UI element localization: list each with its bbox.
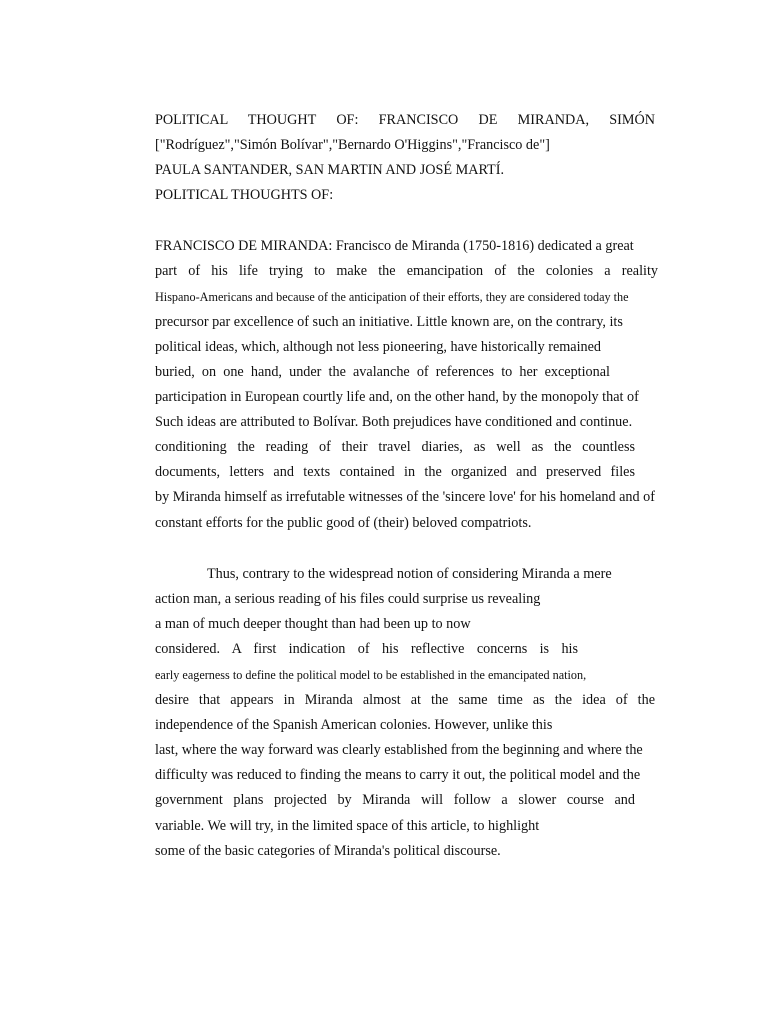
paragraph-1-line: conditioning the reading of their travel diaries, as well as the countless xyxy=(155,439,635,455)
paragraph-1-line: constant efforts for the public good of (their) beloved compatriots. xyxy=(155,515,532,531)
heading-line-3: PAULA SANTANDER, SAN MARTIN AND JOSÉ MARTÍ. xyxy=(155,162,504,178)
paragraph-2-line: independence of the Spanish American colonies. However, unlike this xyxy=(155,717,553,733)
paragraph-2-line: action man, a serious reading of his files could surprise us revealing xyxy=(155,591,541,607)
paragraph-1-line: participation in European courtly life and, on the other hand, by the monopoly that of xyxy=(155,389,639,405)
paragraph-1-line: Such ideas are attributed to Bolívar. Both prejudices have conditioned and continue. xyxy=(155,414,633,430)
paragraph-1-line: buried, on one hand, under the avalanche of references to her exceptional xyxy=(155,364,610,380)
paragraph-1-line: political ideas, which, although not less pioneering, have historically remained xyxy=(155,339,601,355)
paragraph-1-line: documents, letters and texts contained in the organized and preserved files xyxy=(155,464,635,480)
paragraph-2-line: government plans projected by Miranda will follow a slower course and xyxy=(155,792,635,808)
paragraph-2-line: considered. A first indication of his reflective concerns is his xyxy=(155,641,578,657)
heading-line-2: ["Rodríguez","Simón Bolívar","Bernardo O'Higgins","Francisco de"] xyxy=(155,137,550,153)
paragraph-2-line: variable. We will try, in the limited space of this article, to highlight xyxy=(155,818,540,834)
paragraph-2-line: some of the basic categories of Miranda's political discourse. xyxy=(155,843,501,859)
paragraph-2-line: Thus, contrary to the widespread notion of considering Miranda a mere xyxy=(207,566,612,582)
paragraph-2-line: early eagerness to define the political model to be established in the emancipated nation, xyxy=(155,668,587,682)
heading-line-1: POLITICAL THOUGHT OF: FRANCISCO DE MIRANDA, SIMÓN xyxy=(155,112,655,128)
paragraph-1-line: Hispano-Americans and because of the anticipation of their efforts, they are considered today the xyxy=(155,290,629,304)
paragraph-1-line: by Miranda himself as irrefutable witnesses of the 'sincere love' for his homeland and of xyxy=(155,489,655,505)
paragraph-2-line: a man of much deeper thought than had been up to now xyxy=(155,616,471,632)
paragraph-2-line: last, where the way forward was clearly established from the beginning and where the xyxy=(155,742,643,758)
paragraph-1-line: FRANCISCO DE MIRANDA: Francisco de Miranda (1750-1816) dedicated a great xyxy=(155,238,634,254)
paragraph-1-line: part of his life trying to make the emancipation of the colonies a reality xyxy=(155,263,658,279)
paragraph-2-line: desire that appears in Miranda almost at the same time as the idea of the xyxy=(155,692,655,708)
heading-line-4: POLITICAL THOUGHTS OF: xyxy=(155,187,334,203)
paragraph-2-line: difficulty was reduced to finding the means to carry it out, the political model and the xyxy=(155,767,641,783)
paragraph-1-line: precursor par excellence of such an initiative. Little known are, on the contrary, its xyxy=(155,314,623,330)
